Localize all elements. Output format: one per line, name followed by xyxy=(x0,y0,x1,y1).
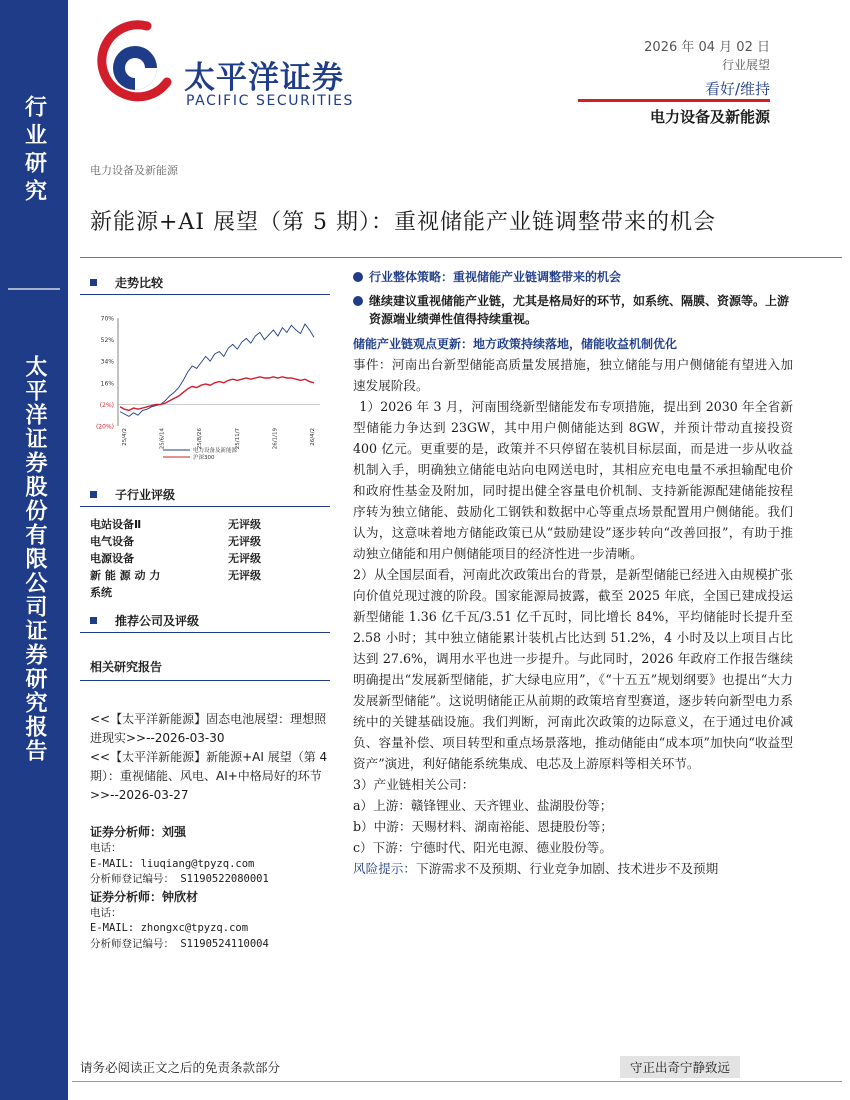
paragraph-upstream: a）上游：赣锋锂业、天齐锂业、盐湖股份等； xyxy=(353,798,613,813)
sidebar-company-report: 太平洋证券股份有限公司证券研究报告 xyxy=(22,355,47,763)
sub-rating-section-header xyxy=(90,486,175,503)
company-logo-icon xyxy=(95,20,175,110)
trend-section-title: 走势比较 xyxy=(115,276,164,290)
analyst-name: 证券分析师：刘强 xyxy=(90,825,187,839)
paragraph-companies-title: 3）产业链相关公司： xyxy=(353,777,475,792)
bullet-strategy xyxy=(353,268,793,286)
bullet-text: 继续建议重视储能产业链，尤其是格局好的环节，如系统、隔膜、资源等。上游资源端业绩弹性值得持续重视。 xyxy=(369,294,790,326)
report-date: 2026 年 04 月 02 日 xyxy=(644,40,770,55)
title-divider xyxy=(80,257,842,258)
section-divider xyxy=(80,632,330,633)
sub-industry-name: 电源设备 xyxy=(90,551,134,565)
sub-rating-section-title: 子行业评级 xyxy=(115,488,176,502)
analyst-name: 证券分析师：钟欣材 xyxy=(90,889,199,904)
sub-industry-rating: 无评级 xyxy=(228,517,261,531)
industry-rating: 看好/维持 xyxy=(704,80,770,98)
section-divider xyxy=(80,294,330,295)
table-row xyxy=(90,515,290,532)
trend-section-header xyxy=(90,274,163,291)
header-divider xyxy=(578,99,770,102)
chart-x-tick-label: 25/6/14 xyxy=(159,428,166,450)
chart-x-tick-label: 25/8/26 xyxy=(197,428,204,450)
sub-industry-rating: 无评级 xyxy=(228,569,261,582)
industry-name: 电力设备及新能源 xyxy=(649,108,770,126)
table-row xyxy=(90,566,290,600)
report-body xyxy=(353,268,793,879)
sidebar-divider xyxy=(8,288,60,290)
chart-y-tick-label: 70% xyxy=(100,315,114,323)
section-divider xyxy=(80,680,330,681)
sub-industry-name: 新 能 源 动 力 系统 xyxy=(90,569,161,599)
analyst-phone: 电话： xyxy=(90,842,122,854)
paragraph-henan: 1）2026 年 3 月，河南围绕新型储能发布专项措施，提出到 2030 年全省新型储能力争达到 23GW，其中用户侧储能达到 8GW，并预计带动直接投资 400 亿元。更重要的是，政策并不只停留在装机目标层面，而是进一步从收益机制入手，明确独立储能电站向电网送电时，其相应充电电量不承担输配电价和政府性基金及附加，同时提出健全容量电价机制、支持新能源配建储能按程序转为独立储能、鼓励化工钢铁和数据中心等重点场景配置用户侧储能。我们认为，这意味着地方储能政策已从“鼓励建设”逐步转向“改善回报”，有助于推动独立储能和用户侧储能项目的经济性进一步清晰。 xyxy=(353,399,793,561)
square-bullet-icon xyxy=(90,491,97,498)
sub-industry-rating: 无评级 xyxy=(228,551,261,565)
chart-series-line xyxy=(120,377,314,411)
subheading: 储能产业链观点更新：地方政策持续落地，储能收益机制优化 xyxy=(353,337,678,351)
analyst-email[interactable]: E-MAIL: zhongxc@tpyzq.com xyxy=(90,922,249,934)
chart-y-tick-label: (2%) xyxy=(99,401,114,409)
section-divider xyxy=(80,506,330,507)
chart-legend-label: 电力设备及新能源 xyxy=(193,448,238,454)
paragraph-downstream: c）下游：宁德时代、阳光电源、德业股份等。 xyxy=(353,840,612,855)
related-report-link[interactable]: <<【太平洋新能源】新能源+AI 展望（第 4 期）：重视储能、风电、AI+中格局好的环节>>--2026-03-27 xyxy=(90,750,328,802)
table-row xyxy=(90,532,290,549)
left-sidebar xyxy=(0,0,68,1100)
analyst-phone: 电话： xyxy=(90,906,122,919)
footer-motto: 守正出奇宁静致远 xyxy=(620,1056,740,1078)
sub-industry-rating: 无评级 xyxy=(228,534,261,548)
chart-x-tick-label: 26/1/19 xyxy=(272,428,279,450)
sub-rating-table xyxy=(90,515,290,600)
chart-x-tick-label: 26/4/2 xyxy=(310,428,316,446)
chart-legend-label: 沪深300 xyxy=(193,455,215,461)
recommend-section-header xyxy=(90,612,199,629)
chart-y-tick-label: 16% xyxy=(100,380,114,388)
analyst-block xyxy=(90,888,340,953)
page-title: 新能源+AI 展望（第 5 期）：重视储能产业链调整带来的机会 xyxy=(90,210,716,235)
logo-cn-text: 太平洋证券 xyxy=(184,60,344,96)
chart-y-tick-label: 52% xyxy=(100,337,114,345)
related-reports-list xyxy=(90,710,330,805)
analyst-reg-number: 分析师登记编号： S1190522080001 xyxy=(90,873,269,885)
sub-industry-name: 电气设备 xyxy=(90,534,134,548)
logo-en-text: PACIFIC SECURITIES xyxy=(186,93,355,109)
sidebar-category: 行业研究 xyxy=(21,95,47,207)
square-bullet-icon xyxy=(90,279,97,286)
bullet-text: 行业整体策略：重视储能产业链调整带来的机会 xyxy=(369,270,622,284)
bullet-suggestion xyxy=(353,292,793,328)
sub-industry-name: 电站设备Ⅱ xyxy=(90,517,142,531)
risk-label: 风险提示： xyxy=(353,861,416,876)
chart-series-line xyxy=(120,324,314,416)
analyst-email[interactable]: E-MAIL: liuqiang@tpyzq.com xyxy=(90,857,255,870)
paragraph-national: 2）从全国层面看，河南此次政策出台的背景，是新型储能已经进入由规模扩张向价值兑现过渡的阶段。国家能源局披露，截至 2025 年底，全国已建成投运新型储能 1.36 亿千瓦/3.51 亿千瓦时，同比增长 84%，平均储能时长提升至 2.58 小时；其中独立储能累计装机占比达到 51.2%，4 小时及以上项目占比达到 27.6%，调用水平也进一步提升。与此同时，2026 年政府工作报告继续明确提出“发展新型储能，扩大绿电应用”，《“十五五”规划纲要》也提出“大力发展新型储能”。这说明储能正从前期的政策培育型赛道，逐步转向新型电力系统中的关键基础设施。我们判断，河南此次政策的边际意义，在于通过电价减负、容量补偿、项目转型和重点场景落地，推动储能由“成本项”加快向“收益型资产”演进，利好储能系统集成、电芯及上游原料等相关环节。 xyxy=(353,567,793,771)
analyst-info xyxy=(90,823,340,952)
risk-text: 下游需求不及预期、行业竞争加剧、技术进步不及预期 xyxy=(415,861,719,876)
bullet-dot-icon xyxy=(353,272,363,282)
paragraph-midstream: b）中游：天赐材料、湖南裕能、恩捷股份等； xyxy=(353,819,613,834)
chart-x-tick-label: 25/11/7 xyxy=(234,428,241,450)
report-type: 行业展望 xyxy=(721,58,770,72)
chart-y-tick-label: 34% xyxy=(100,358,114,366)
paragraph-event: 事件：河南出台新型储能高质量发展措施，独立储能与用户侧储能有望进入加速发展阶段。 xyxy=(353,357,793,393)
square-bullet-icon xyxy=(90,617,97,624)
risk-warning xyxy=(353,858,793,879)
trend-chart xyxy=(88,308,328,468)
related-reports-title: 相关研究报告 xyxy=(90,660,163,674)
analyst-reg-number: 分析师登记编号： S1190524110004 xyxy=(90,937,269,950)
chart-x-tick-label: 25/4/2 xyxy=(122,428,128,446)
sector-label: 电力设备及新能源 xyxy=(90,164,178,177)
recommend-section-title: 推荐公司及评级 xyxy=(115,614,200,628)
analyst-block xyxy=(90,823,340,888)
related-report-link[interactable]: <<【太平洋新能源】固态电池展望：理想照进现实>>--2026-03-30 xyxy=(90,712,327,745)
bullet-dot-icon xyxy=(353,296,363,306)
chart-y-tick-label: (20%) xyxy=(95,423,114,431)
footer-divider xyxy=(72,1081,842,1082)
footer-disclaimer: 请务必阅读正文之后的免责条款部分 xyxy=(80,1060,281,1075)
table-row xyxy=(90,549,290,566)
